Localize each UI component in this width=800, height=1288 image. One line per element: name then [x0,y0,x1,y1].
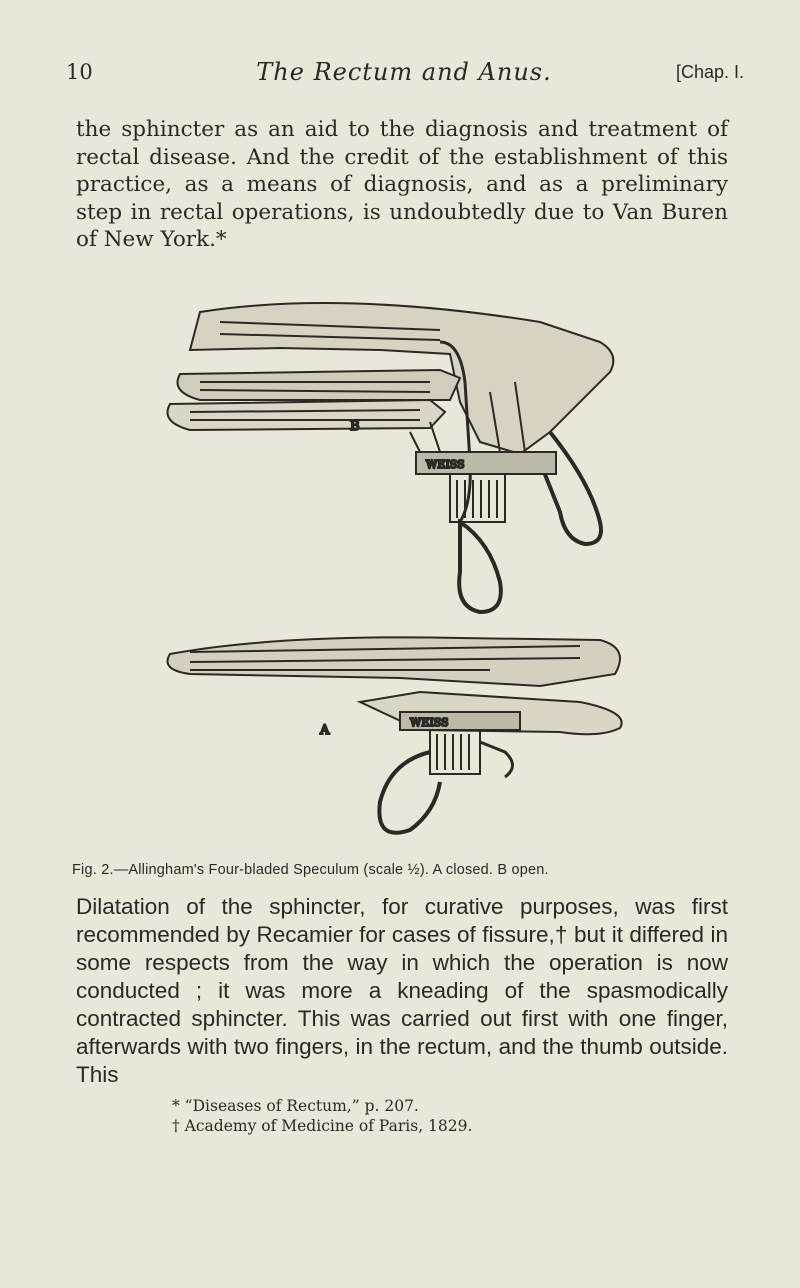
maker-mark-b: WEISS [426,458,465,471]
footnotes [172,1096,632,1136]
page-number: 10 [66,60,93,84]
label-a: A [320,723,330,738]
running-title: The Rectum and Anus. [256,58,552,86]
label-b: B [350,419,360,434]
running-header [64,58,744,92]
speculum-illustration [160,282,680,842]
paragraph-2: Dilatation of the sphincter, for curative purposes, was first recommended by Recamier for cases of fissure,† but it differed in some respects from the way in which the operation is now conducted ; it was more a kneading of the spasmodically contracted sphincter. This was carried out first with one finger, afterwards with two fingers, in the rectum, and the thumb outside. This [76,894,728,1087]
footnote-1: * “Diseases of Rectum,” p. 207. [172,1097,419,1115]
chapter-label: [Chap. I. [675,62,744,82]
maker-mark-a: WEISS [410,716,449,729]
speculum-closed-drawing [168,637,622,832]
figure-caption: Fig. 2.—Allingham's Four-bladed Speculum (scale ½). A closed. B open. [72,862,549,878]
speculum-figure [160,282,680,842]
footnote-2: † Academy of Medicine of Paris, 1829. [172,1117,473,1135]
paragraph-1: the sphincter as an aid to the diagnosis and treatment of rectal disease. And the credit of the establishment of this practice, as a means of diagnosis, and as a preliminary step in rectal operations, is undoubtedly due to Van Buren of New York.* [76,117,728,252]
speculum-open-drawing [168,303,614,612]
